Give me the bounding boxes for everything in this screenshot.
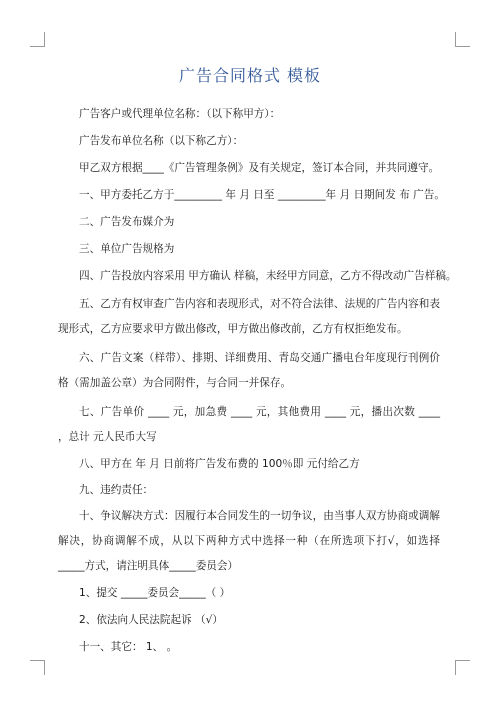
clause-4-content: 四、广告投放内容采用 甲方确认 样稿，未经甲方同意，乙方不得改动广告样稿。 bbox=[79, 270, 457, 282]
clause-7-fees: 七、广告单价 ____ 元，加急费 ____ 元，其他费用 ____ 元，播出次数 ____ ，总计 元人民币大写 bbox=[58, 406, 440, 443]
page-corner-mark bbox=[30, 32, 45, 47]
clause-2-media: 二、广告发布媒介为 bbox=[79, 216, 175, 228]
document-body bbox=[58, 106, 457, 665]
page-corner-mark bbox=[455, 660, 470, 675]
clause-11-other: 十一、其它： 1、 。 bbox=[79, 641, 178, 653]
document-title: 广告合同格式 模板 bbox=[178, 66, 322, 85]
page-corner-mark bbox=[455, 32, 470, 47]
clause-8-payment: 八、甲方在 年 月 日前将广告发布费的 100％即 元付给乙方 bbox=[79, 458, 360, 470]
clause-3-spec: 三、单位广告规格为 bbox=[79, 243, 175, 255]
clause-client-name: 广告客户或代理单位名称：（以下称甲方）： bbox=[79, 108, 281, 120]
page-corner-mark bbox=[30, 660, 45, 675]
clause-9-liability: 九、违约责任： bbox=[79, 484, 154, 496]
clause-10-dispute: 十、争议解决方式：因履行本合同发生的一切争议，由当事人双方协商或调解解决，协商调解不成，从以下两种方式中选择一种（在所选项下打√，如选择_____方式，请注明具体_____委员会） bbox=[58, 510, 440, 572]
clause-10-option-2: 2、依法向人民法院起诉 （√） bbox=[79, 614, 223, 626]
clause-1-period: 一、甲方委托乙方于_________ 年 月 日至 _________年 月 日期间发 布 广告。 bbox=[79, 189, 445, 201]
clause-preamble: 甲乙双方根据____《广告管理条例》及有关规定，签订本合同，并共同遵守。 bbox=[79, 162, 440, 174]
clause-10-option-1: 1、提交 _____委员会_____（ ） bbox=[79, 587, 231, 599]
clause-6-attachments: 六、广告文案（样带）、排期、详细费用、青岛交通广播电台年度现行刊例价格（需加盖公章）为合同附件，与合同一并保存。 bbox=[58, 352, 440, 389]
clause-5-review: 五、乙方有权审查广告内容和表现形式，对不符合法律、法规的广告内容和表现形式，乙方应要求甲方做出修改，甲方做出修改前，乙方有权拒绝发布。 bbox=[58, 298, 440, 335]
clause-publisher-name: 广告发布单位名称（以下称乙方）： bbox=[79, 135, 244, 147]
